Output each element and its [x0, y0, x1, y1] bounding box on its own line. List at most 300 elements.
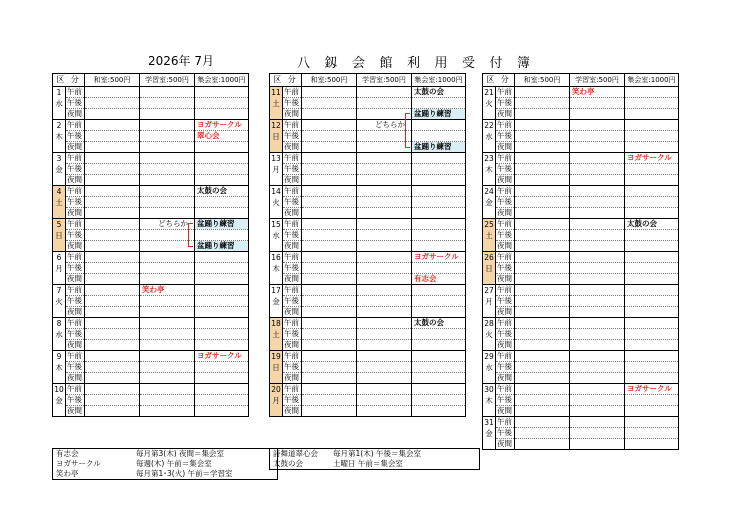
booking-cell[interactable] [570, 164, 625, 175]
booking-cell[interactable] [357, 142, 412, 153]
booking-cell[interactable] [570, 219, 625, 230]
booking-cell[interactable] [357, 285, 412, 296]
booking-cell[interactable] [140, 329, 195, 340]
booking-cell[interactable] [85, 175, 140, 186]
booking-cell[interactable] [195, 384, 249, 395]
booking-cell[interactable] [140, 351, 195, 362]
booking-cell[interactable] [515, 109, 570, 120]
booking-entry[interactable]: ヨガサークル [625, 153, 679, 164]
booking-cell[interactable] [570, 428, 625, 439]
booking-cell[interactable] [302, 351, 357, 362]
booking-cell[interactable] [625, 373, 679, 384]
booking-cell[interactable] [515, 98, 570, 109]
booking-cell[interactable] [302, 208, 357, 219]
booking-cell[interactable] [625, 142, 679, 153]
day-cell [270, 186, 283, 219]
booking-cell[interactable] [625, 439, 679, 450]
booking-entry[interactable]: ヨガサークル [412, 252, 466, 263]
booking-cell[interactable] [570, 252, 625, 263]
booking-cell[interactable] [195, 362, 249, 373]
slot-row [53, 208, 249, 219]
booking-cell[interactable] [195, 164, 249, 175]
booking-cell[interactable] [625, 252, 679, 263]
booking-cell[interactable] [515, 241, 570, 252]
booking-cell[interactable] [357, 208, 412, 219]
booking-cell[interactable] [625, 329, 679, 340]
booking-cell[interactable] [357, 351, 412, 362]
booking-cell[interactable] [412, 406, 466, 417]
booking-cell[interactable] [625, 307, 679, 318]
booking-cell[interactable] [302, 329, 357, 340]
booking-cell[interactable] [412, 329, 466, 340]
booking-cell[interactable] [515, 142, 570, 153]
booking-cell[interactable] [570, 197, 625, 208]
booking-cell[interactable] [85, 164, 140, 175]
booking-cell[interactable] [302, 197, 357, 208]
booking-cell[interactable] [625, 186, 679, 197]
booking-cell[interactable] [625, 120, 679, 131]
booking-cell[interactable] [570, 186, 625, 197]
booking-cell[interactable] [570, 285, 625, 296]
booking-cell[interactable] [140, 263, 195, 274]
booking-cell[interactable] [625, 351, 679, 362]
booking-cell[interactable] [85, 142, 140, 153]
booking-cell[interactable] [570, 373, 625, 384]
booking-cell[interactable] [412, 395, 466, 406]
booking-cell[interactable] [570, 395, 625, 406]
day-cell [483, 186, 496, 219]
booking-entry[interactable]: 翠心会 [195, 131, 249, 142]
booking-cell[interactable] [357, 263, 412, 274]
booking-entry[interactable]: 有志会 [412, 274, 466, 285]
booking-cell[interactable] [515, 153, 570, 164]
booking-cell[interactable] [570, 153, 625, 164]
booking-cell[interactable] [302, 153, 357, 164]
booking-cell[interactable] [302, 307, 357, 318]
booking-entry[interactable]: ヨガサークル [625, 384, 679, 395]
booking-cell[interactable] [195, 87, 249, 98]
booking-cell[interactable] [625, 285, 679, 296]
booking-cell[interactable] [515, 329, 570, 340]
slot-label: 午前 [66, 285, 85, 296]
booking-cell[interactable] [302, 109, 357, 120]
booking-cell[interactable] [195, 406, 249, 417]
booking-cell[interactable] [412, 351, 466, 362]
booking-cell[interactable] [357, 153, 412, 164]
booking-cell[interactable] [140, 153, 195, 164]
booking-cell[interactable] [140, 230, 195, 241]
booking-cell[interactable] [412, 186, 466, 197]
booking-cell[interactable] [302, 241, 357, 252]
booking-cell[interactable] [625, 428, 679, 439]
booking-cell[interactable] [570, 439, 625, 450]
booking-cell[interactable] [570, 142, 625, 153]
booking-cell[interactable] [195, 285, 249, 296]
booking-cell[interactable] [515, 175, 570, 186]
booking-cell[interactable] [570, 340, 625, 351]
booking-cell[interactable] [570, 351, 625, 362]
booking-cell[interactable] [85, 307, 140, 318]
booking-cell[interactable] [195, 175, 249, 186]
booking-cell[interactable] [357, 109, 412, 120]
booking-cell[interactable] [412, 241, 466, 252]
booking-cell[interactable] [302, 362, 357, 373]
booking-cell[interactable] [515, 351, 570, 362]
booking-cell[interactable] [412, 307, 466, 318]
booking-cell[interactable] [85, 263, 140, 274]
booking-cell[interactable] [412, 131, 466, 142]
booking-cell[interactable] [412, 230, 466, 241]
booking-cell[interactable] [302, 219, 357, 230]
booking-cell[interactable] [625, 417, 679, 428]
booking-cell[interactable] [195, 329, 249, 340]
booking-cell[interactable] [195, 307, 249, 318]
booking-cell[interactable] [570, 274, 625, 285]
booking-cell[interactable] [515, 230, 570, 241]
booking-cell[interactable] [195, 274, 249, 285]
booking-cell[interactable] [357, 329, 412, 340]
booking-cell[interactable] [570, 362, 625, 373]
booking-cell[interactable] [515, 208, 570, 219]
booking-cell[interactable] [625, 230, 679, 241]
booking-cell[interactable] [85, 186, 140, 197]
booking-cell[interactable] [515, 384, 570, 395]
booking-cell[interactable] [515, 340, 570, 351]
booking-cell[interactable] [412, 340, 466, 351]
booking-entry[interactable]: 笑わ亭 [140, 285, 195, 296]
booking-cell[interactable] [515, 373, 570, 384]
booking-cell[interactable] [140, 197, 195, 208]
booking-cell[interactable] [302, 186, 357, 197]
booking-cell[interactable] [85, 318, 140, 329]
booking-cell[interactable] [357, 230, 412, 241]
booking-cell[interactable] [515, 274, 570, 285]
booking-cell[interactable] [515, 307, 570, 318]
legend-group-rule: 毎月第1･3(火) 午前＝学習室 [136, 469, 233, 478]
booking-cell[interactable] [140, 241, 195, 252]
slot-label: 夜間 [283, 109, 302, 120]
booking-cell[interactable] [140, 384, 195, 395]
booking-cell[interactable] [85, 120, 140, 131]
booking-cell[interactable] [140, 109, 195, 120]
booking-cell[interactable] [302, 120, 357, 131]
booking-cell[interactable] [195, 98, 249, 109]
booking-cell[interactable] [412, 120, 466, 131]
booking-cell[interactable] [625, 395, 679, 406]
booking-cell[interactable] [570, 109, 625, 120]
booking-cell[interactable] [140, 318, 195, 329]
booking-cell[interactable] [302, 164, 357, 175]
booking-cell[interactable] [515, 406, 570, 417]
booking-cell[interactable] [85, 230, 140, 241]
booking-cell[interactable] [302, 263, 357, 274]
booking-cell[interactable] [515, 197, 570, 208]
booking-cell[interactable] [625, 164, 679, 175]
booking-cell[interactable] [85, 362, 140, 373]
booking-cell[interactable] [625, 109, 679, 120]
booking-cell[interactable] [85, 153, 140, 164]
booking-cell[interactable] [357, 274, 412, 285]
booking-cell[interactable] [412, 285, 466, 296]
booking-cell[interactable] [625, 87, 679, 98]
booking-cell[interactable] [357, 197, 412, 208]
booking-cell[interactable] [515, 285, 570, 296]
booking-cell[interactable] [625, 362, 679, 373]
booking-cell[interactable] [195, 395, 249, 406]
booking-cell[interactable] [357, 252, 412, 263]
booking-cell[interactable] [412, 98, 466, 109]
booking-cell[interactable] [302, 296, 357, 307]
booking-cell[interactable] [570, 120, 625, 131]
booking-cell[interactable] [302, 384, 357, 395]
booking-cell[interactable] [140, 164, 195, 175]
booking-cell[interactable] [357, 384, 412, 395]
booking-cell[interactable] [515, 395, 570, 406]
booking-entry[interactable]: 盆踊り練習 [412, 109, 466, 120]
booking-cell[interactable] [140, 252, 195, 263]
booking-cell[interactable] [195, 197, 249, 208]
booking-cell[interactable] [302, 252, 357, 263]
booking-cell[interactable] [412, 362, 466, 373]
booking-cell[interactable] [357, 406, 412, 417]
booking-cell[interactable] [302, 142, 357, 153]
booking-cell[interactable] [357, 362, 412, 373]
booking-cell[interactable] [625, 197, 679, 208]
booking-cell[interactable] [140, 406, 195, 417]
booking-cell[interactable] [515, 362, 570, 373]
booking-entry[interactable]: 太鼓の会 [412, 87, 466, 98]
booking-entry[interactable]: 太鼓の会 [412, 318, 466, 329]
booking-cell[interactable] [195, 318, 249, 329]
slot-label: 午後 [496, 428, 515, 439]
booking-cell[interactable] [85, 285, 140, 296]
booking-entry[interactable]: 太鼓の会 [625, 219, 679, 230]
booking-cell[interactable] [195, 230, 249, 241]
booking-cell[interactable] [85, 373, 140, 384]
booking-cell[interactable] [570, 98, 625, 109]
weekday: 金 [55, 396, 63, 405]
booking-cell[interactable] [412, 219, 466, 230]
booking-cell[interactable] [412, 164, 466, 175]
booking-cell[interactable] [515, 428, 570, 439]
booking-cell[interactable] [302, 175, 357, 186]
either-note[interactable]: どちらか [140, 219, 195, 230]
booking-cell[interactable] [570, 296, 625, 307]
booking-cell[interactable] [625, 175, 679, 186]
booking-cell[interactable] [85, 241, 140, 252]
booking-cell[interactable] [140, 87, 195, 98]
booking-cell[interactable] [515, 186, 570, 197]
booking-cell[interactable] [85, 384, 140, 395]
booking-cell[interactable] [85, 87, 140, 98]
header-gakushu: 学習室:500円 [570, 74, 625, 87]
booking-cell[interactable] [515, 417, 570, 428]
booking-cell[interactable] [570, 384, 625, 395]
booking-cell[interactable] [570, 175, 625, 186]
booking-cell[interactable] [140, 142, 195, 153]
booking-cell[interactable] [570, 208, 625, 219]
booking-cell[interactable] [515, 87, 570, 98]
booking-cell[interactable] [515, 219, 570, 230]
booking-cell[interactable] [515, 263, 570, 274]
booking-cell[interactable] [140, 395, 195, 406]
either-note[interactable]: どちらか [357, 120, 412, 131]
booking-cell[interactable] [195, 296, 249, 307]
booking-cell[interactable] [625, 263, 679, 274]
booking-cell[interactable] [412, 296, 466, 307]
booking-cell[interactable] [570, 417, 625, 428]
booking-cell[interactable] [85, 197, 140, 208]
booking-cell[interactable] [140, 131, 195, 142]
booking-cell[interactable] [85, 109, 140, 120]
booking-cell[interactable] [140, 373, 195, 384]
booking-cell[interactable] [412, 153, 466, 164]
booking-cell[interactable] [515, 252, 570, 263]
booking-cell[interactable] [85, 131, 140, 142]
slot-label: 午前 [283, 384, 302, 395]
booking-cell[interactable] [85, 252, 140, 263]
booking-cell[interactable] [357, 186, 412, 197]
booking-cell[interactable] [625, 208, 679, 219]
booking-cell[interactable] [140, 208, 195, 219]
slot-label: 午後 [496, 131, 515, 142]
booking-cell[interactable] [570, 131, 625, 142]
booking-cell[interactable] [140, 274, 195, 285]
booking-cell[interactable] [85, 219, 140, 230]
booking-cell[interactable] [625, 340, 679, 351]
header-gakushu: 学習室:500円 [357, 74, 412, 87]
booking-cell[interactable] [515, 164, 570, 175]
booking-cell[interactable] [357, 373, 412, 384]
booking-cell[interactable] [625, 274, 679, 285]
booking-cell[interactable] [625, 406, 679, 417]
booking-cell[interactable] [515, 318, 570, 329]
legend-group-rule: 毎月第3(木) 夜間＝集会室 [136, 449, 225, 458]
booking-cell[interactable] [85, 274, 140, 285]
booking-cell[interactable] [85, 208, 140, 219]
booking-cell[interactable] [302, 98, 357, 109]
booking-cell[interactable] [140, 98, 195, 109]
booking-cell[interactable] [85, 329, 140, 340]
booking-cell[interactable] [195, 263, 249, 274]
day-cell [270, 318, 283, 351]
booking-entry[interactable]: 笑わ亭 [570, 87, 625, 98]
booking-cell[interactable] [570, 263, 625, 274]
booking-cell[interactable] [625, 131, 679, 142]
booking-cell[interactable] [412, 384, 466, 395]
legend-group-name: 笑わ亭 [56, 469, 79, 478]
booking-cell[interactable] [412, 373, 466, 384]
booking-cell[interactable] [140, 362, 195, 373]
booking-cell[interactable] [357, 98, 412, 109]
booking-cell[interactable] [625, 296, 679, 307]
booking-cell[interactable] [412, 175, 466, 186]
booking-cell[interactable] [570, 307, 625, 318]
booking-cell[interactable] [195, 153, 249, 164]
booking-cell[interactable] [140, 307, 195, 318]
booking-cell[interactable] [357, 318, 412, 329]
booking-cell[interactable] [302, 340, 357, 351]
slot-label: 夜間 [66, 373, 85, 384]
booking-cell[interactable] [357, 395, 412, 406]
booking-cell[interactable] [195, 373, 249, 384]
booking-cell[interactable] [302, 318, 357, 329]
booking-cell[interactable] [302, 87, 357, 98]
booking-cell[interactable] [357, 219, 412, 230]
booking-cell[interactable] [140, 175, 195, 186]
booking-cell[interactable] [140, 296, 195, 307]
booking-cell[interactable] [302, 131, 357, 142]
slot-row [483, 340, 679, 351]
booking-cell[interactable] [195, 109, 249, 120]
booking-entry[interactable]: 盆踊り練習 [195, 219, 249, 230]
booking-entry[interactable]: 盆踊り練習 [195, 241, 249, 252]
booking-entry[interactable]: ヨガサークル [195, 351, 249, 362]
booking-cell[interactable] [85, 406, 140, 417]
slot-label: 午前 [283, 186, 302, 197]
weekday: 月 [272, 396, 280, 405]
booking-cell[interactable] [195, 340, 249, 351]
booking-cell[interactable] [625, 98, 679, 109]
booking-cell[interactable] [357, 307, 412, 318]
booking-cell[interactable] [85, 296, 140, 307]
booking-cell[interactable] [625, 241, 679, 252]
booking-cell[interactable] [302, 406, 357, 417]
booking-cell[interactable] [85, 98, 140, 109]
booking-cell[interactable] [302, 230, 357, 241]
booking-cell[interactable] [412, 197, 466, 208]
booking-cell[interactable] [357, 241, 412, 252]
booking-cell[interactable] [195, 208, 249, 219]
booking-cell[interactable] [195, 142, 249, 153]
booking-cell[interactable] [357, 175, 412, 186]
booking-cell[interactable] [515, 120, 570, 131]
booking-cell[interactable] [515, 296, 570, 307]
booking-cell[interactable] [302, 285, 357, 296]
booking-cell[interactable] [85, 351, 140, 362]
booking-cell[interactable] [570, 329, 625, 340]
booking-cell[interactable] [625, 318, 679, 329]
day-number: 7 [56, 286, 62, 295]
booking-cell[interactable] [85, 340, 140, 351]
booking-cell[interactable] [85, 395, 140, 406]
booking-cell[interactable] [357, 164, 412, 175]
booking-cell[interactable] [570, 406, 625, 417]
day-number: 14 [271, 187, 281, 196]
booking-cell[interactable] [140, 186, 195, 197]
booking-cell[interactable] [357, 131, 412, 142]
booking-cell[interactable] [140, 120, 195, 131]
booking-cell[interactable] [357, 87, 412, 98]
booking-cell[interactable] [412, 263, 466, 274]
booking-cell[interactable] [302, 373, 357, 384]
booking-entry[interactable]: ヨガサークル [195, 120, 249, 131]
booking-cell[interactable] [357, 340, 412, 351]
booking-cell[interactable] [357, 296, 412, 307]
booking-cell[interactable] [515, 439, 570, 450]
booking-cell[interactable] [570, 318, 625, 329]
booking-cell[interactable] [302, 395, 357, 406]
booking-cell[interactable] [570, 241, 625, 252]
booking-entry[interactable]: 盆踊り練習 [412, 142, 466, 153]
booking-cell[interactable] [515, 131, 570, 142]
booking-cell[interactable] [570, 230, 625, 241]
booking-cell[interactable] [195, 252, 249, 263]
booking-cell[interactable] [302, 274, 357, 285]
booking-cell[interactable] [412, 208, 466, 219]
booking-cell[interactable] [140, 340, 195, 351]
booking-entry[interactable]: 太鼓の会 [195, 186, 249, 197]
